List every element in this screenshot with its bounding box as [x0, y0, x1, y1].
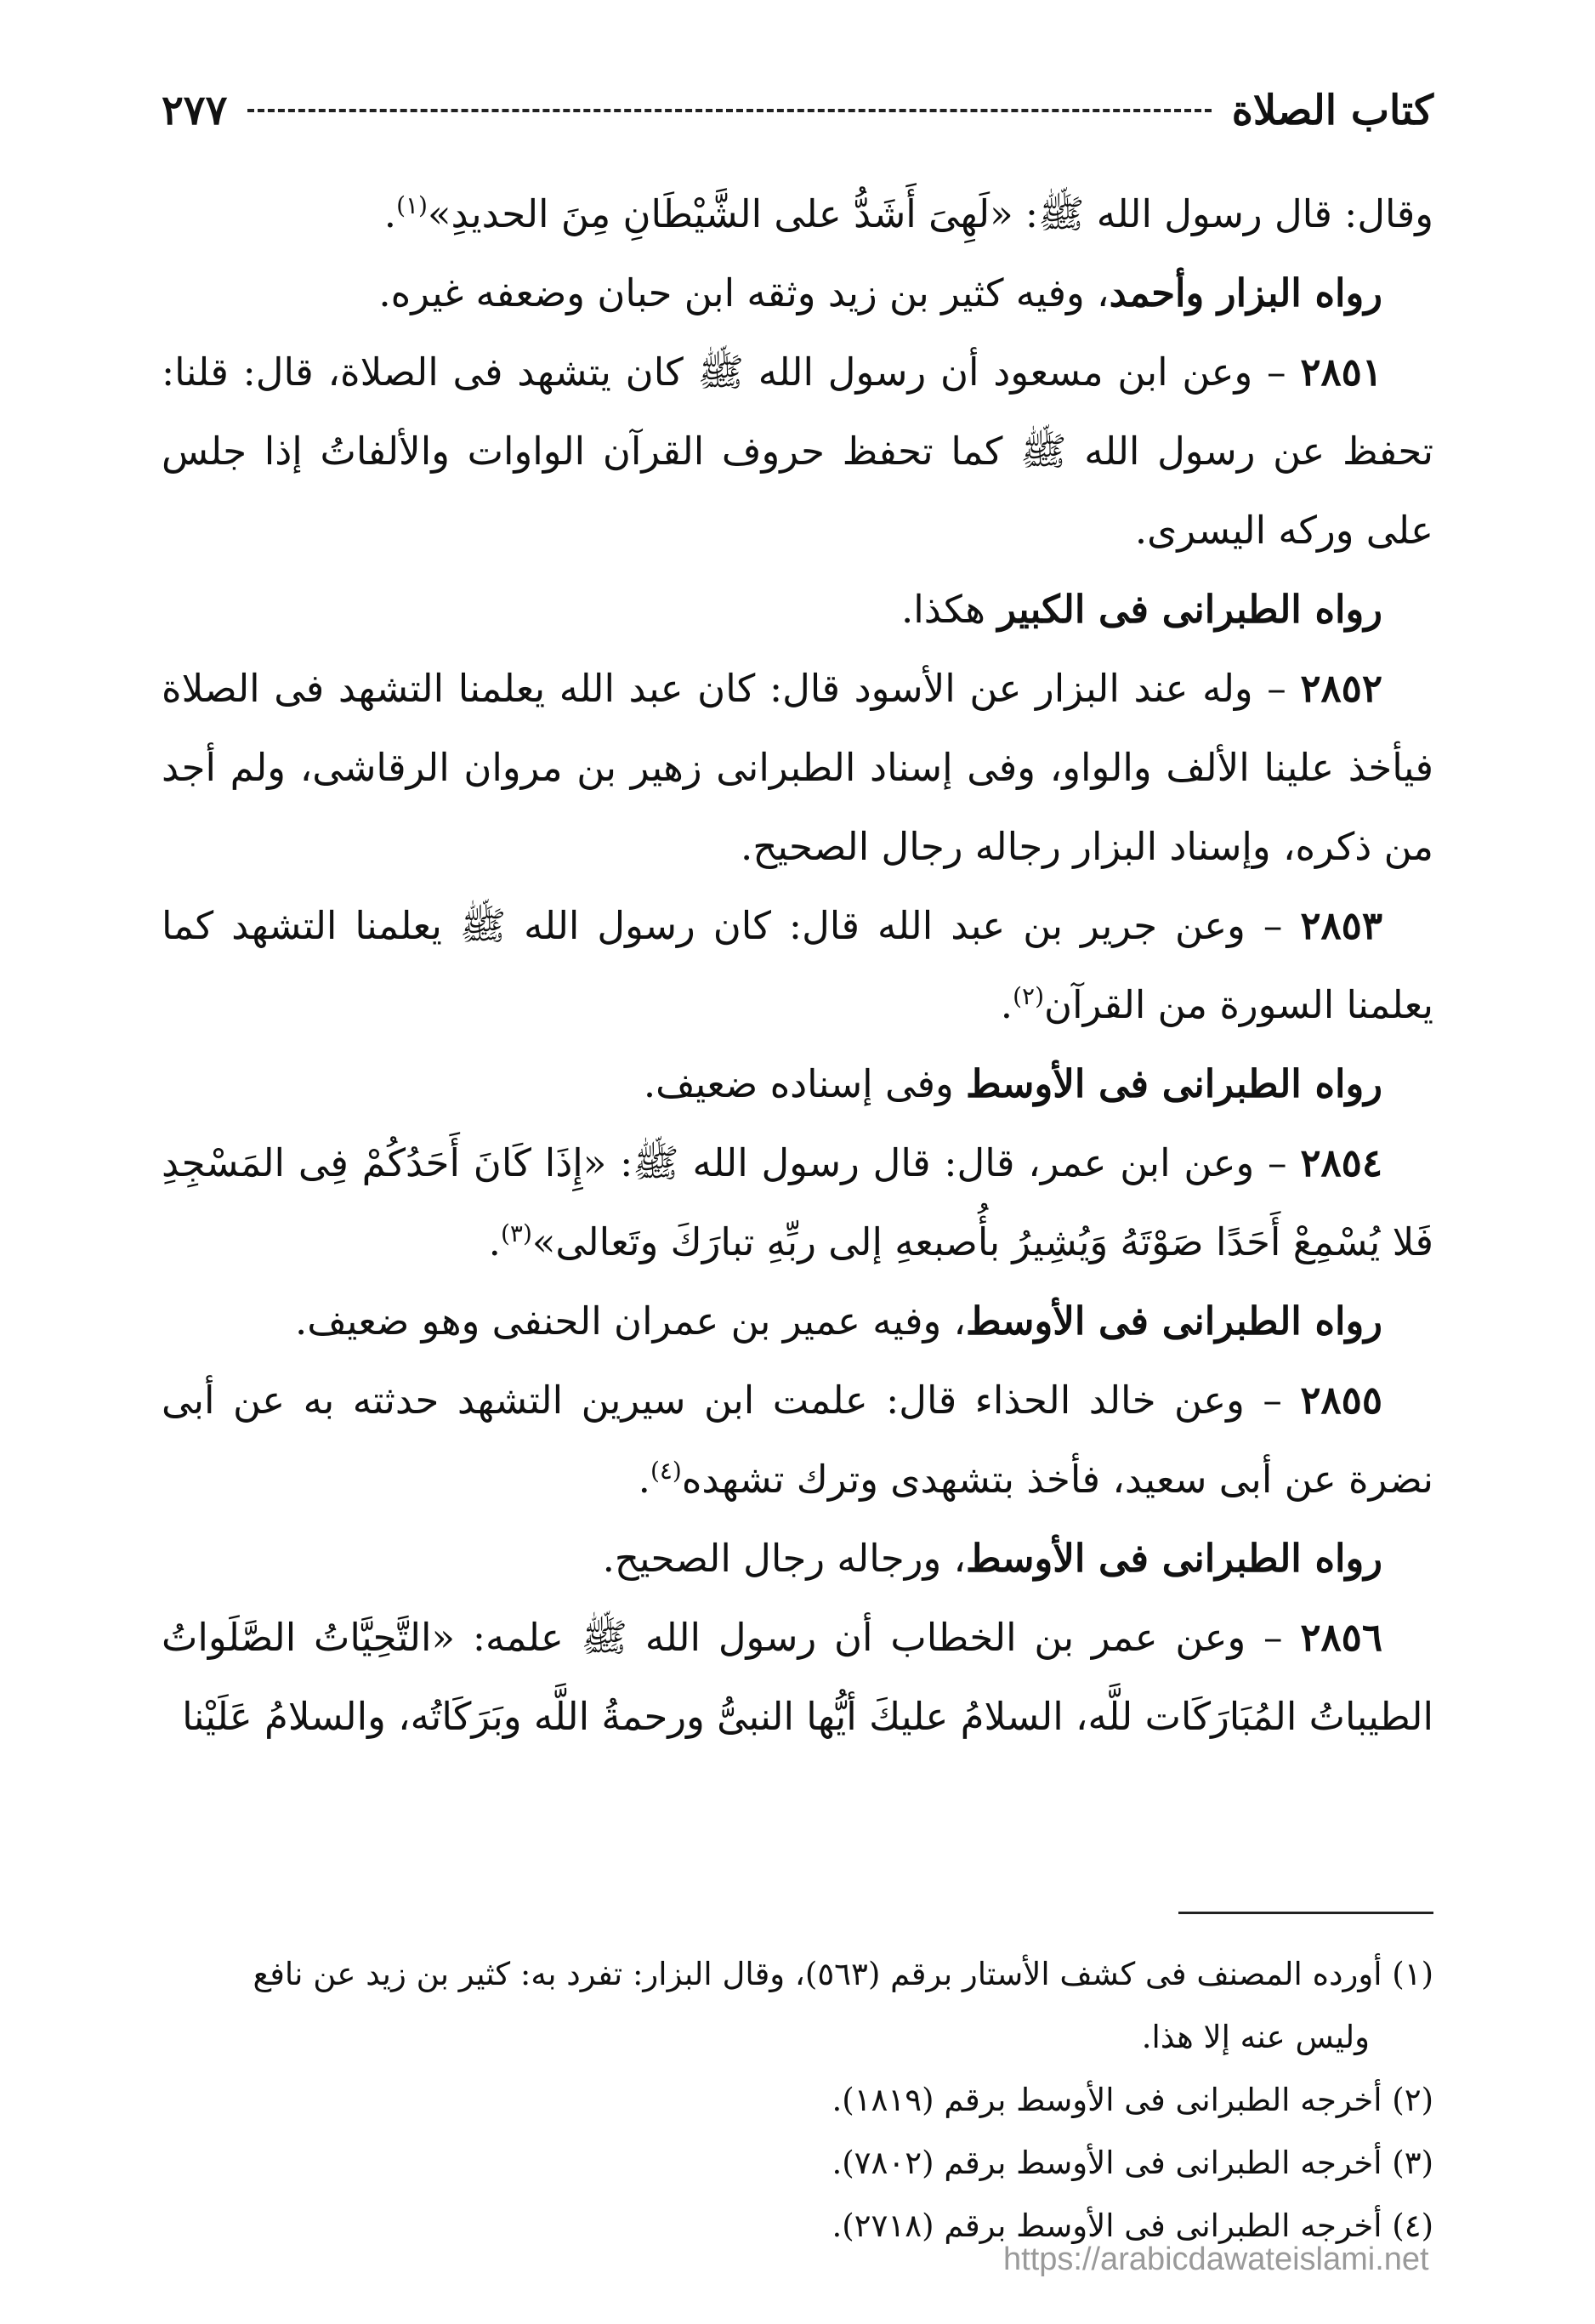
- footnote-separator: [1178, 1912, 1433, 1914]
- hadith-number: ٢٨٥٥: [1300, 1378, 1382, 1423]
- footnote-1-continuation: وليس عنه إلا هذا.: [1141, 2019, 1370, 2055]
- hadith-number: ٢٨٥٤: [1300, 1140, 1382, 1185]
- hadith-2854: ٢٨٥٤ – وعن ابن عمر، قال: قال رسول الله ﷺ: «إِذَا كَانَ أَحَدُكُمْ فِى المَسْجِدِ فَلا يُسْمِعْ أَحَدًا صَوْتَهُ وَيُشِيرُ بأُصبعهِ إلى ربِّهِ تبارَكَ وتَعالى»$^{(٣)}$.: [162, 1140, 1433, 1264]
- footnote-4: (٤) أخرجه الطبرانى فى الأوسط برقم (٢٧١٨).: [832, 2208, 1433, 2244]
- footnote-1: (١) أورده المصنف فى كشف الأستار برقم (٥٦٣)، وقال البزار: تفرد به: كثير بن زيد عن نافع: [253, 1956, 1433, 1992]
- footnote-2: (٢) أخرجه الطبرانى فى الأوسط برقم (١٨١٩).: [832, 2082, 1433, 2118]
- footnote-3: (٣) أخرجه الطبرانى فى الأوسط برقم (٧٨٠٢).: [832, 2145, 1433, 2181]
- paragraph: وقال: قال رسول الله ﷺ: «لَهِىَ أَشَدُّ على الشَّيْطَانِ مِنَ الحديدِ»$^{(١)}$.: [383, 191, 1433, 236]
- narration-source: رواه الطبرانى فى الكبير هكذا.: [900, 587, 1382, 632]
- narration-source: رواه البزار وأحمد، وفيه كثير بن زيد وثقه ابن حبان وضعفه غيره.: [378, 270, 1382, 315]
- narration-source: رواه الطبرانى فى الأوسط، ورجاله رجال الصحيح.: [602, 1536, 1382, 1581]
- hadith-number: ٢٨٥٣: [1300, 903, 1382, 948]
- page-number: ٢٧٧: [162, 87, 228, 134]
- running-header: [162, 81, 1433, 140]
- header-dashed-rule: [247, 109, 1211, 112]
- hadith-number: ٢٨٥١: [1300, 349, 1382, 395]
- hadith-2853: ٢٨٥٣ – وعن جرير بن عبد الله قال: كان رسول الله ﷺ يعلمنا التشهد كما يعلمنا السورة من القرآن$^{(٢)}$.: [162, 903, 1433, 1027]
- narration-source: رواه الطبرانى فى الأوسط، وفيه عمير بن عمران الحنفى وهو ضعيف.: [294, 1298, 1382, 1344]
- hadith-2852: ٢٨٥٢ – وله عند البزار عن الأسود قال: كان عبد الله يعلمنا التشهد فى الصلاة فيأخذ علينا الألف والواو، وفى إسناد الطبرانى زهير بن مروان الرقاشى، ولم أجد من ذكره، وإسناد البزار رجاله رجال الصحيح.: [162, 666, 1433, 869]
- footnote-ref: (٤): [650, 1457, 682, 1485]
- footnotes: [162, 1943, 1433, 2258]
- hadith-number: ٢٨٥٦: [1300, 1615, 1382, 1660]
- footnote-ref: (١): [396, 191, 428, 219]
- footnote-mark: (٤): [1392, 2208, 1433, 2244]
- main-text: [162, 174, 1433, 1756]
- footnote-ref: (٢): [1013, 982, 1045, 1010]
- hadith-number: ٢٨٥٢: [1300, 666, 1382, 711]
- hadith-2856: ٢٨٥٦ – وعن عمر بن الخطاب أن رسول الله ﷺ علمه: «التَّحِيَّاتُ الصَّلَواتُ الطيباتُ المُبَارَكَات للَّه، السلامُ عليكَ أيُّها النبىُّ ورحمةُ اللَّه وبَرَكَاتُه، والسلامُ عَلَيْنا: [162, 1615, 1433, 1739]
- hadith-2851: ٢٨٥١ – وعن ابن مسعود أن رسول الله ﷺ كان يتشهد فى الصلاة، قال: قلنا: تحفظ عن رسول الله ﷺ كما تحفظ حروف القرآن الواوات والألفاتُ إذا جلس على وركه اليسرى.: [162, 349, 1433, 553]
- footnote-mark: (١): [1392, 1956, 1433, 1992]
- chapter-title: كتاب الصلاة: [1231, 87, 1433, 134]
- hadith-2855: ٢٨٥٥ – وعن خالد الحذاء قال: علمت ابن سيرين التشهد حدثته به عن أبى نضرة عن أبى سعيد، فأخذ بتشهدى وترك تشهده$^{(٤)}$.: [162, 1378, 1433, 1502]
- site-watermark: https://arabicdawateislami.net: [1003, 2242, 1429, 2277]
- footnote-mark: (٣): [1392, 2145, 1433, 2181]
- footnote-mark: (٢): [1392, 2082, 1433, 2118]
- footnote-ref: (٣): [500, 1219, 532, 1247]
- narration-source: رواه الطبرانى فى الأوسط وفى إسناده ضعيف.: [643, 1061, 1382, 1106]
